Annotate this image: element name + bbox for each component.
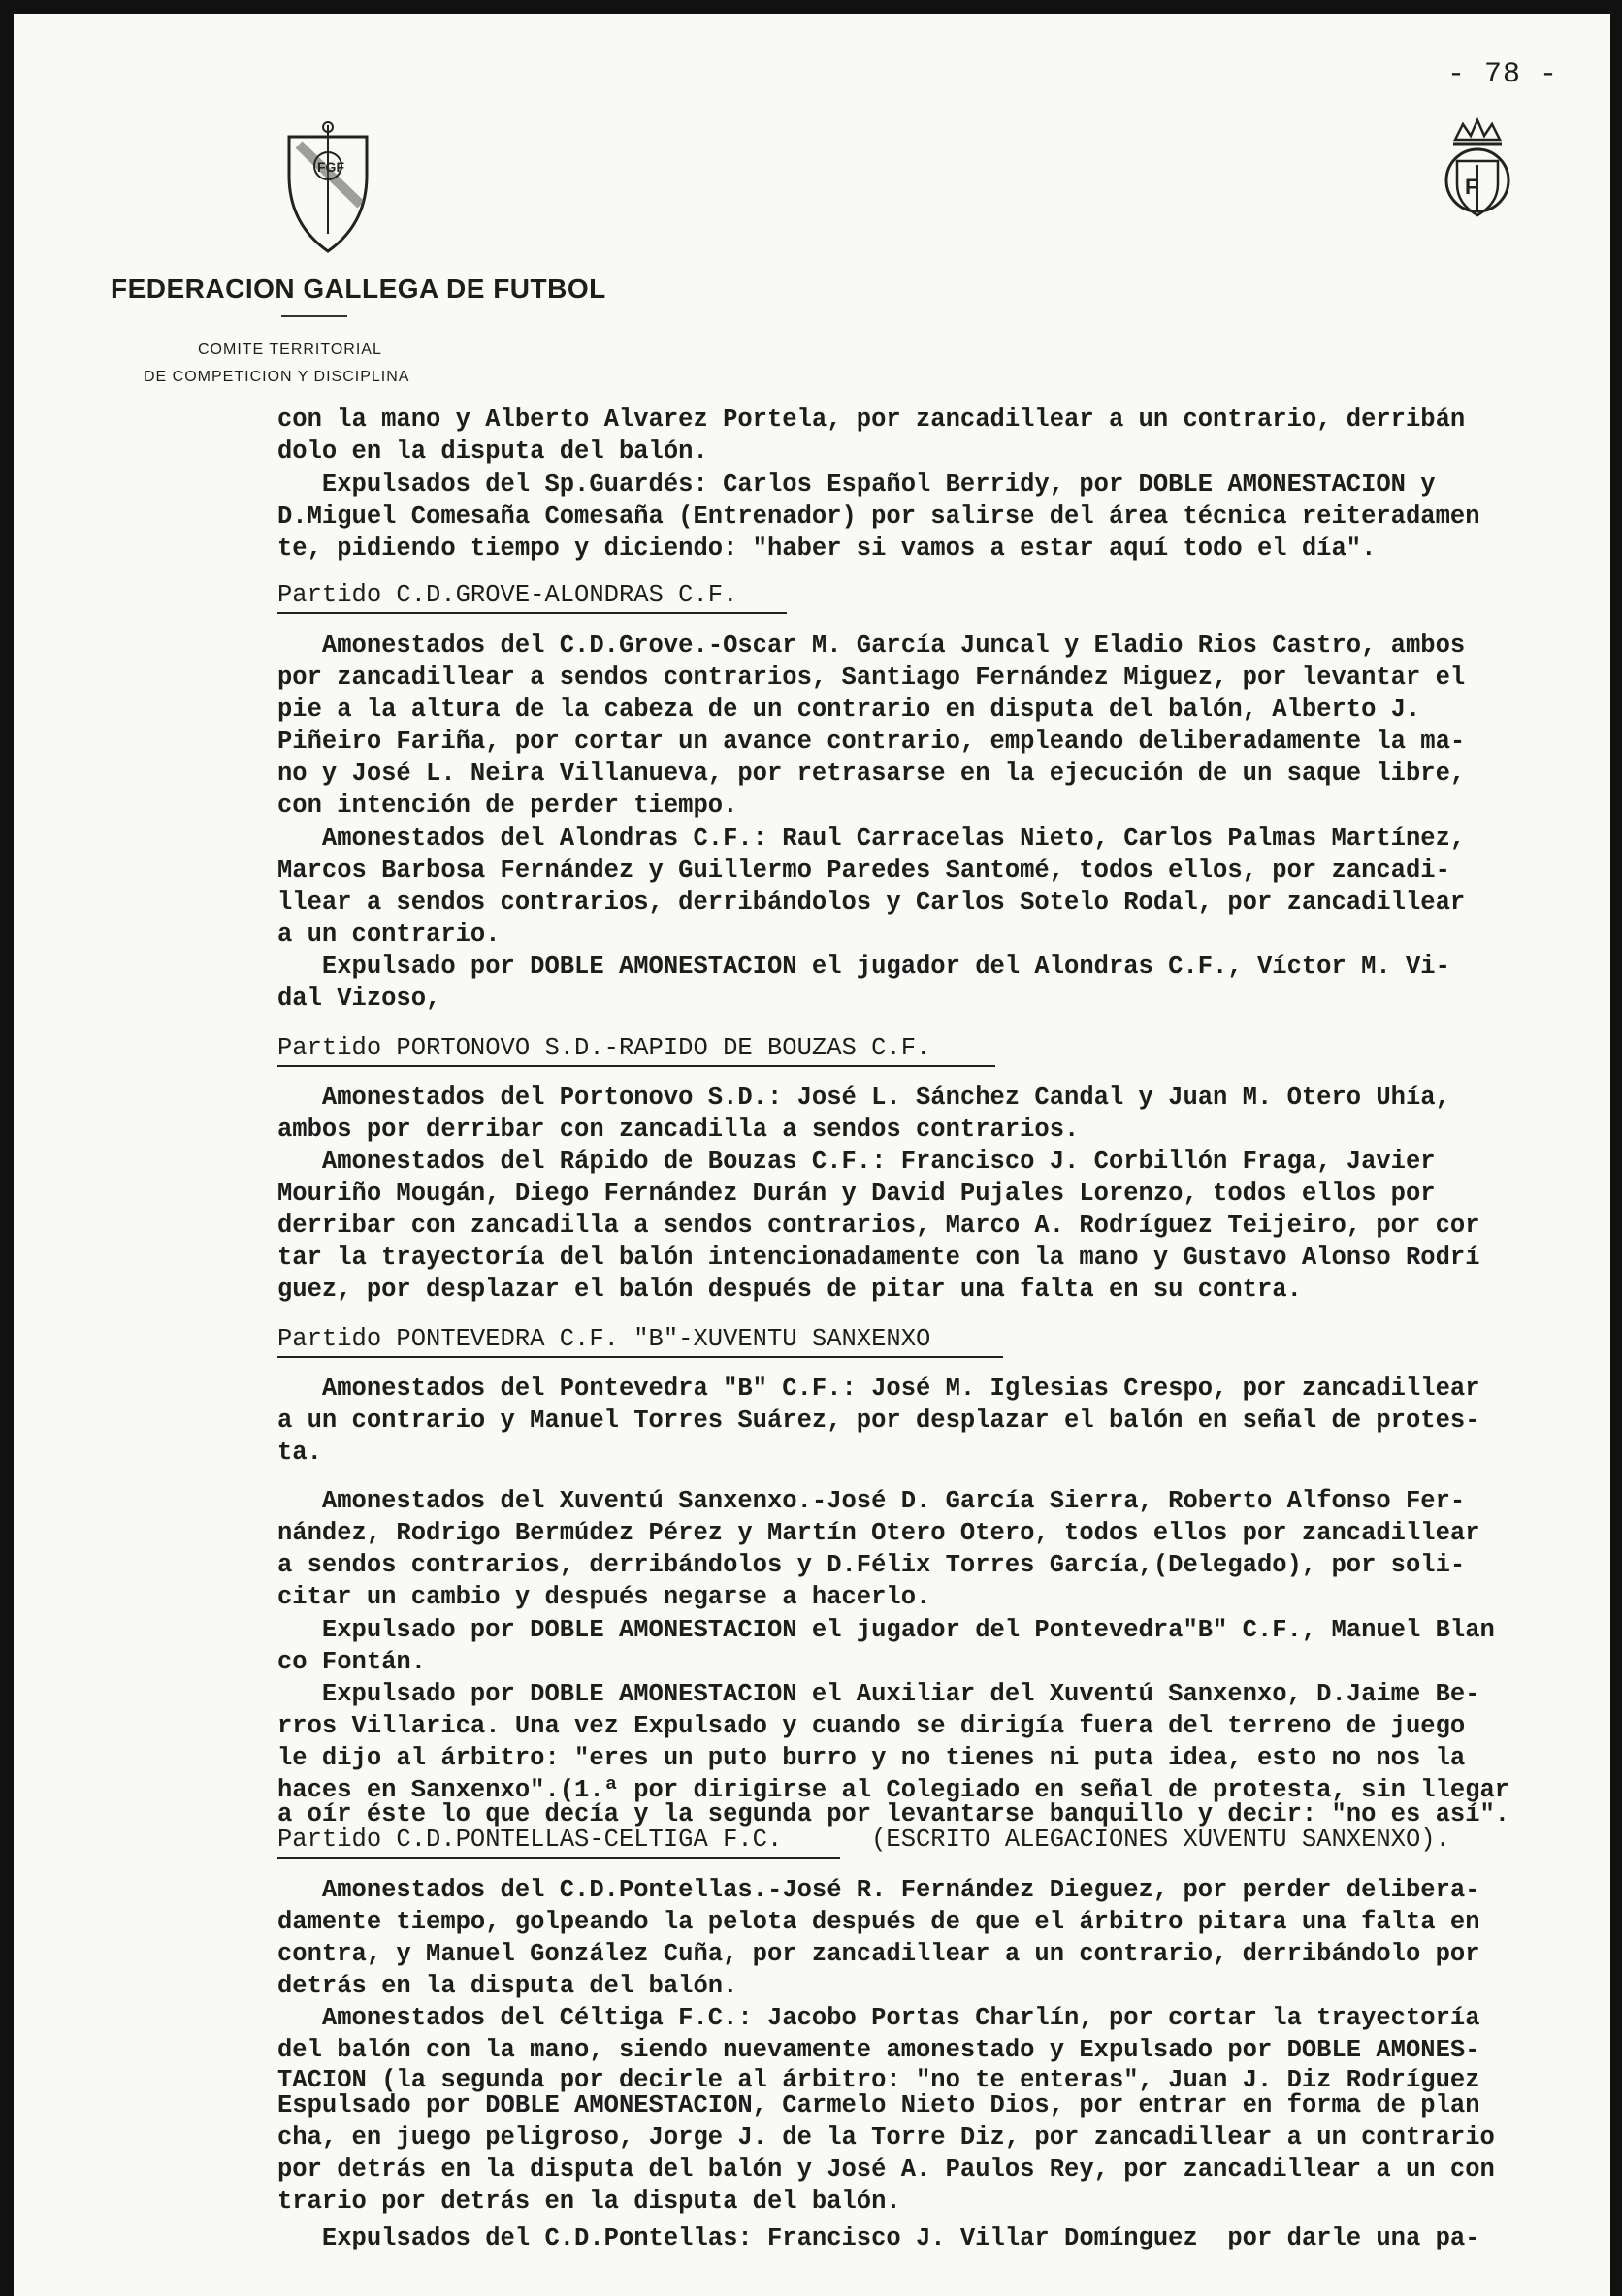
text-line: Expulsados del Sp.Guardés: Carlos Español Berridy, por DOBLE AMONESTACION y	[277, 470, 1436, 499]
text-line: Mouriño Mougán, Diego Fernández Durán y David Pujales Lorenzo, todos ellos por	[277, 1180, 1436, 1208]
match-heading-underline	[277, 612, 787, 614]
text-line: le dijo al árbitro: "eres un puto burro y no tienes ni puta idea, esto no nos la	[277, 1744, 1466, 1772]
text-line: Piñeiro Fariña, por cortar un avance contrario, empleando deliberadamente la ma-	[277, 728, 1466, 756]
match-heading: Partido C.D.GROVE-ALONDRAS C.F.	[277, 581, 738, 609]
text-line: ta.	[277, 1439, 322, 1467]
document-body	[14, 14, 1610, 2296]
committee-line-2: DE COMPETICION Y DISCIPLINA	[144, 369, 410, 385]
text-line: a sendos contrarios, derribándolos y D.Félix Torres García,(Delegado), por soli-	[277, 1551, 1466, 1579]
text-line: Espulsado por DOBLE AMONESTACION, Carmelo Nieto Dios, por entrar en forma de plan	[277, 2091, 1480, 2119]
text-line: Expulsado por DOBLE AMONESTACION el Auxiliar del Xuventú Sanxenxo, D.Jaime Be-	[277, 1680, 1480, 1708]
match-heading-underline	[277, 1356, 1003, 1358]
text-line: trario por detrás en la disputa del balón.	[277, 2187, 901, 2215]
text-line: Amonestados del C.D.Grove.-Oscar M. García Juncal y Eladio Rios Castro, ambos	[277, 631, 1466, 660]
text-line: Amonestados del Céltiga F.C.: Jacobo Portas Charlín, por cortar la trayectoría	[277, 2004, 1480, 2032]
text-line: guez, por desplazar el balón después de pitar una falta en su contra.	[277, 1276, 1302, 1304]
text-line: damente tiempo, golpeando la pelota después de que el árbitro pitara una falta en	[277, 1908, 1480, 1936]
svg-text:FGF: FGF	[317, 159, 344, 175]
text-line: citar un cambio y después negarse a hacerlo.	[277, 1583, 931, 1611]
text-line: Expulsado por DOBLE AMONESTACION el jugador del Pontevedra"B" C.F., Manuel Blan	[277, 1616, 1495, 1644]
text-line: Amonestados del C.D.Pontellas.-José R. Fernández Dieguez, por perder delibera-	[277, 1876, 1480, 1904]
text-line: tar la trayectoría del balón intencionadamente con la mano y Gustavo Alonso Rodrí	[277, 1244, 1480, 1272]
text-line: haces en Sanxenxo".(1.ª por dirigirse al Colegiado en señal de protesta, sin llegar	[277, 1776, 1510, 1804]
text-line: a un contrario y Manuel Torres Suárez, por desplazar el balón en señal de protes-	[277, 1407, 1480, 1435]
org-name: FEDERACION GALLEGA DE FUTBOL	[111, 274, 606, 304]
match-heading: Partido C.D.PONTELLAS-CELTIGA F.C. (ESCRITO ALEGACIONES XUVENTU SANXENXO).	[277, 1826, 1450, 1854]
text-line: cha, en juego peligroso, Jorge J. de la Torre Diz, por zancadillear a un contrario	[277, 2123, 1495, 2151]
match-heading-underline	[277, 1857, 840, 1859]
svg-text:F: F	[1465, 175, 1478, 199]
text-line: te, pidiendo tiempo y diciendo: "haber si vamos a estar aquí todo el día".	[277, 534, 1377, 563]
text-line: Expulsados del C.D.Pontellas: Francisco J. Villar Domínguez por darle una pa-	[277, 2224, 1480, 2252]
text-line: a oír éste lo que decía y la segunda por levantarse banquillo y decir: "no es así".	[277, 1800, 1510, 1828]
text-line: ambos por derribar con zancadilla a sendos contrarios.	[277, 1116, 1080, 1144]
text-line: nández, Rodrigo Bermúdez Pérez y Martín Otero Otero, todos ellos por zancadillear	[277, 1519, 1480, 1547]
text-line: D.Miguel Comesaña Comesaña (Entrenador) por salirse del área técnica reiteradamen	[277, 502, 1480, 531]
committee-line-1: COMITE TERRITORIAL	[198, 341, 382, 358]
match-heading: Partido PONTEVEDRA C.F. "B"-XUVENTU SANXENXO	[277, 1325, 931, 1353]
text-line: del balón con la mano, siendo nuevamente amonestado y Expulsado por DOBLE AMONES-	[277, 2036, 1480, 2064]
text-line: detrás en la disputa del balón.	[277, 1972, 738, 2000]
text-line: Amonestados del Alondras C.F.: Raul Carracelas Nieto, Carlos Palmas Martínez,	[277, 825, 1466, 853]
page-number: - 78 -	[1447, 58, 1559, 91]
text-line: Amonestados del Xuventú Sanxenxo.-José D. García Sierra, Roberto Alfonso Fer-	[277, 1487, 1466, 1515]
text-line: Amonestados del Rápido de Bouzas C.F.: Francisco J. Corbillón Fraga, Javier	[277, 1148, 1436, 1176]
text-line: co Fontán.	[277, 1648, 427, 1676]
match-heading: Partido PORTONOVO S.D.-RAPIDO DE BOUZAS C.F.	[277, 1034, 931, 1062]
document-page	[14, 14, 1610, 2296]
match-heading-underline	[277, 1065, 995, 1067]
text-line: derribar con zancadilla a sendos contrarios, Marco A. Rodríguez Teijeiro, por cor	[277, 1212, 1480, 1240]
text-line: Amonestados del Pontevedra "B" C.F.: José M. Iglesias Crespo, por zancadillear	[277, 1374, 1480, 1403]
text-line: Marcos Barbosa Fernández y Guillermo Paredes Santomé, todos ellos, por zancadi-	[277, 857, 1450, 885]
text-line: a un contrario.	[277, 921, 501, 949]
text-line: dal Vizoso,	[277, 985, 441, 1013]
text-line: no y José L. Neira Villanueva, por retrasarse en la ejecución de un saque libre,	[277, 760, 1466, 788]
text-line: con intención de perder tiempo.	[277, 792, 738, 820]
text-line: contra, y Manuel González Cuña, por zancadillear a un contrario, derribándolo por	[277, 1940, 1480, 1968]
text-line: TACION (la segunda por decirle al árbitro: "no te enteras", Juan J. Diz Rodríguez	[277, 2066, 1480, 2094]
text-line: por zancadillear a sendos contrarios, Santiago Fernández Miguez, por levantar el	[277, 663, 1466, 692]
text-line: Amonestados del Portonovo S.D.: José L. Sánchez Candal y Juan M. Otero Uhía,	[277, 1083, 1450, 1112]
text-line: por detrás en la disputa del balón y José A. Paulos Rey, por zancadillear a un con	[277, 2155, 1495, 2183]
text-line: Expulsado por DOBLE AMONESTACION el jugador del Alondras C.F., Víctor M. Vi-	[277, 953, 1450, 981]
text-line: llear a sendos contrarios, derribándolos y Carlos Sotelo Rodal, por zancadillear	[277, 889, 1466, 917]
text-line: con la mano y Alberto Alvarez Portela, por zancadillear a un contrario, derribán	[277, 405, 1466, 434]
text-line: pie a la altura de la cabeza de un contrario en disputa del balón, Alberto J.	[277, 695, 1421, 724]
text-line: dolo en la disputa del balón.	[277, 437, 708, 466]
text-line: rros Villarica. Una vez Expulsado y cuando se dirigía fuera del terreno de juego	[277, 1712, 1466, 1740]
